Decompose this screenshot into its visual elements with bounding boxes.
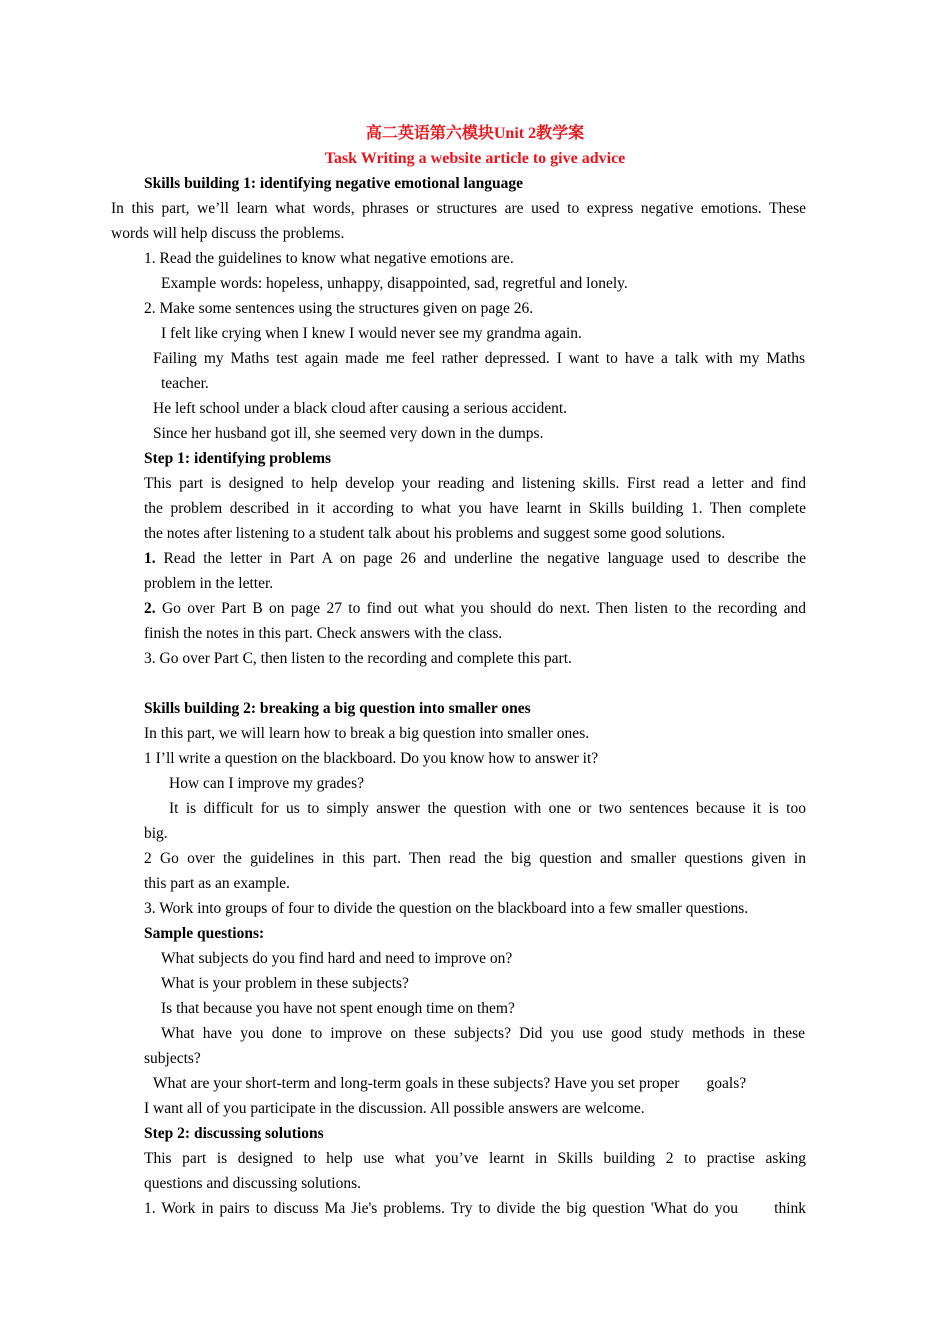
sb2-item-2-line1: 2 Go over the guidelines in this part. Then read the big question and smaller questions given in [144, 850, 806, 867]
sb2-item-1: 1 I’ll write a question on the blackboard. Do you know how to answer it? [144, 750, 599, 767]
sample-question-1: What subjects do you find hard and need to improve on? [161, 950, 513, 967]
sb1-sentence-3: He left school under a black cloud after causing a serious accident. [153, 400, 568, 417]
sb1-sentence-4: Since her husband got ill, she seemed very down in the dumps. [153, 425, 544, 442]
sb2-heading: Skills building 2: breaking a big question into smaller ones [144, 700, 531, 717]
sample-question-4-line2: subjects? [144, 1050, 201, 1067]
step1-item-2-number: 2. [144, 600, 156, 617]
step2-para-line1: This part is designed to help use what you’ve learnt in Skills building 2 to practise asking [144, 1150, 806, 1167]
sb1-item-1-example: Example words: hopeless, unhappy, disappointed, sad, regretful and lonely. [161, 275, 628, 292]
sb2-note-line2: big. [144, 825, 168, 842]
sb1-heading: Skills building 1: identifying negative emotional language [144, 175, 523, 192]
step1-item-2-text: Go over Part B on page 27 to find out what you should do next. Then listen to the recording and [155, 600, 806, 617]
document-body [0, 121, 950, 1221]
blank-line [0, 671, 950, 696]
sb1-sentence-2-line1: Failing my Maths test again made me feel rather depressed. I want to have a talk with my Maths [153, 350, 805, 367]
sample-question-2: What is your problem in these subjects? [161, 975, 409, 992]
step1-item-2-line1 [144, 596, 806, 621]
step1-item-3: 3. Go over Part C, then listen to the recording and complete this part. [144, 650, 572, 667]
step2-heading: Step 2: discussing solutions [144, 1125, 324, 1142]
sample-questions-heading: Sample questions: [144, 925, 265, 942]
document-title: 高二英语第六模块Unit 2教学案 [365, 125, 585, 142]
document-subtitle: Task Writing a website article to give advice [324, 150, 626, 167]
sb2-note-line1: It is difficult for us to simply answer the question with one or two sentences because it is too [169, 800, 806, 817]
sb1-sentence-2-line2: teacher. [161, 375, 209, 392]
sb1-intro-line1: In this part, we’ll learn what words, phrases or structures are used to express negative emotions. These [111, 200, 806, 217]
sb1-item-2: 2. Make some sentences using the structures given on page 26. [144, 300, 534, 317]
step2-para-line2: questions and discussing solutions. [144, 1175, 362, 1192]
step1-item-1-line1 [144, 546, 806, 571]
sample-question-3: Is that because you have not spent enough time on them? [161, 1000, 515, 1017]
sb1-intro-line2: words will help discuss the problems. [111, 225, 345, 242]
step1-para-line1: This part is designed to help develop your reading and listening skills. First read a letter and find [144, 475, 806, 492]
sb2-big-question: How can I improve my grades? [169, 775, 364, 792]
sample-question-4-line1: What have you done to improve on these subjects? Did you use good study methods in these [161, 1025, 805, 1042]
step1-item-1-text: Read the letter in Part A on page 26 and underline the negative language used to describe the [155, 550, 806, 567]
sample-question-5: What are your short-term and long-term goals in these subjects? Have you set proper goals? [153, 1075, 747, 1092]
step1-item-1-line2: problem in the letter. [144, 575, 274, 592]
step1-item-1-number: 1. [144, 550, 156, 567]
step2-item-1: 1. Work in pairs to discuss Ma Jie's problems. Try to divide the big question 'What do you think [144, 1200, 806, 1217]
sb2-intro: In this part, we will learn how to break a big question into smaller ones. [144, 725, 590, 742]
step1-para-line3: the notes after listening to a student talk about his problems and suggest some good solutions. [144, 525, 726, 542]
step1-item-2-line2: finish the notes in this part. Check answers with the class. [144, 625, 503, 642]
sb1-item-1: 1. Read the guidelines to know what negative emotions are. [144, 250, 514, 267]
step1-heading: Step 1: identifying problems [144, 450, 332, 467]
sb2-item-3: 3. Work into groups of four to divide the question on the blackboard into a few smaller questions. [144, 900, 749, 917]
sb2-item-2-line2: this part as an example. [144, 875, 290, 892]
step1-para-line2: the problem described in it according to what you have learnt in Skills building 1. Then complete [144, 500, 806, 517]
sb2-closing: I want all of you participate in the discussion. All possible answers are welcome. [144, 1100, 645, 1117]
sb1-sentence-1: I felt like crying when I knew I would never see my grandma again. [161, 325, 582, 342]
